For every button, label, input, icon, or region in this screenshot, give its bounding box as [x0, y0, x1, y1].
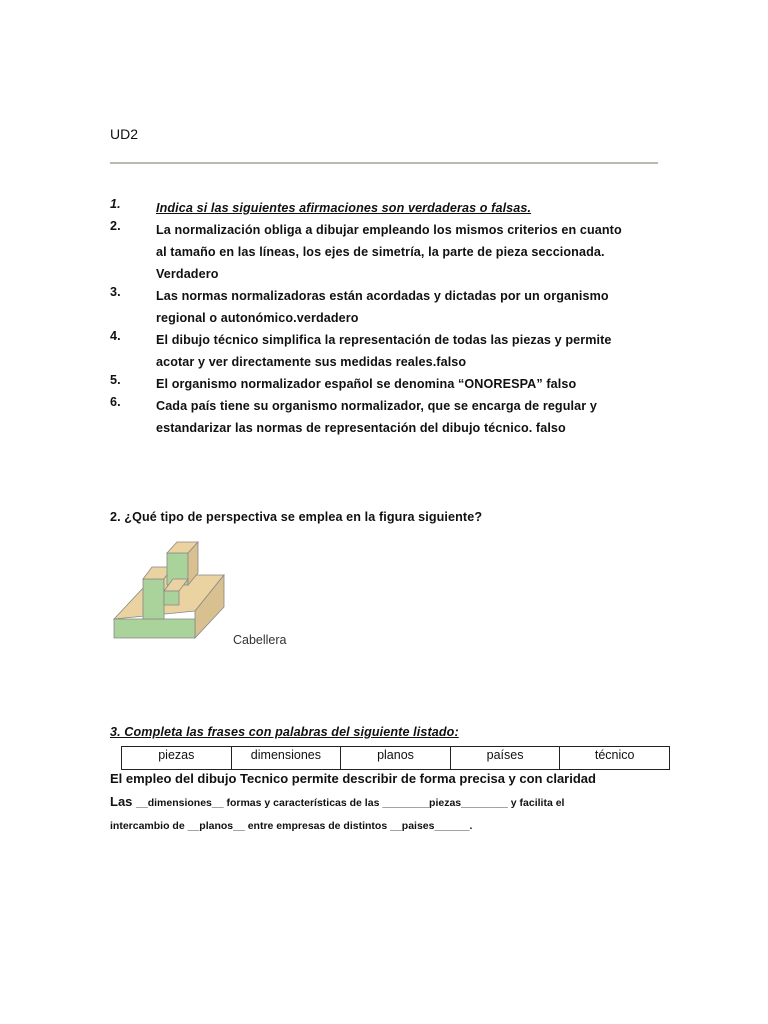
instruction-text: [156, 197, 666, 219]
word-cell: dimensiones: [231, 747, 341, 770]
statement-text: [156, 329, 666, 373]
isometric-figure: [110, 535, 230, 647]
item-number: 6.: [110, 395, 121, 409]
horizontal-rule: [110, 162, 658, 164]
word-list-row: [122, 747, 670, 770]
statement-line: estandarizar las normas de representación del dibujo técnico. falso: [156, 421, 566, 435]
question-2-title: 2. ¿Qué tipo de perspectiva se emplea en la figura siguiente?: [110, 510, 483, 524]
statement-line: El organismo normalizador español se denomina “ONORESPA” falso: [156, 377, 577, 391]
statement-line: Las normas normalizadoras están acordadas y dictadas por un organismo: [156, 289, 609, 303]
item-number: 2.: [110, 219, 121, 233]
item-number: 3.: [110, 285, 121, 299]
statement-line: La normalización obliga a dibujar empleando los mismos criterios en cuanto: [156, 223, 622, 237]
statement-text: [156, 373, 666, 395]
completion-line-1: El empleo del dibujo Tecnico permite describir de forma precisa y con claridad: [110, 771, 596, 786]
ledge-front-face: [164, 591, 179, 605]
completion-line-2: [110, 794, 564, 809]
figure-answer: Cabellera: [233, 633, 287, 647]
item-number: 1.: [110, 197, 121, 211]
item-number: 4.: [110, 329, 121, 343]
word-cell: países: [450, 747, 560, 770]
statement-text: [156, 219, 666, 285]
word-cell: piezas: [122, 747, 232, 770]
statement-line: acotar y ver directamente sus medidas reales.falso: [156, 355, 467, 369]
statement-line: El dibujo técnico simplifica la representación de todas las piezas y permite: [156, 333, 612, 347]
statement-line: al tamaño en las líneas, los ejes de simetría, la parte de pieza seccionada.: [156, 245, 605, 259]
statement-line: Verdadero: [156, 267, 219, 281]
line-2-rest: __dimensiones__ formas y características de las ________piezas________ y facilita el: [136, 797, 565, 809]
column-front-face: [143, 579, 164, 619]
word-cell: planos: [341, 747, 451, 770]
word-cell: técnico: [560, 747, 670, 770]
question-3-title: 3. Completa las frases con palabras del siguiente listado:: [110, 725, 459, 739]
base-front-face: [114, 619, 195, 638]
statement-line: Cada país tiene su organismo normalizador, que se encarga de regular y: [156, 399, 597, 413]
document-title: UD2: [110, 126, 139, 142]
statement-text: [156, 285, 666, 329]
line-2-prefix: Las: [110, 794, 137, 809]
statement-text: [156, 395, 666, 439]
word-list-table: [121, 746, 670, 770]
item-number: 5.: [110, 373, 121, 387]
statement-line: regional o autonómico.verdadero: [156, 311, 359, 325]
completion-line-3: intercambio de __planos__ entre empresas de distintos __paises______.: [110, 820, 473, 832]
statement-line: Indica si las siguientes afirmaciones son verdaderas o falsas.: [156, 201, 532, 215]
